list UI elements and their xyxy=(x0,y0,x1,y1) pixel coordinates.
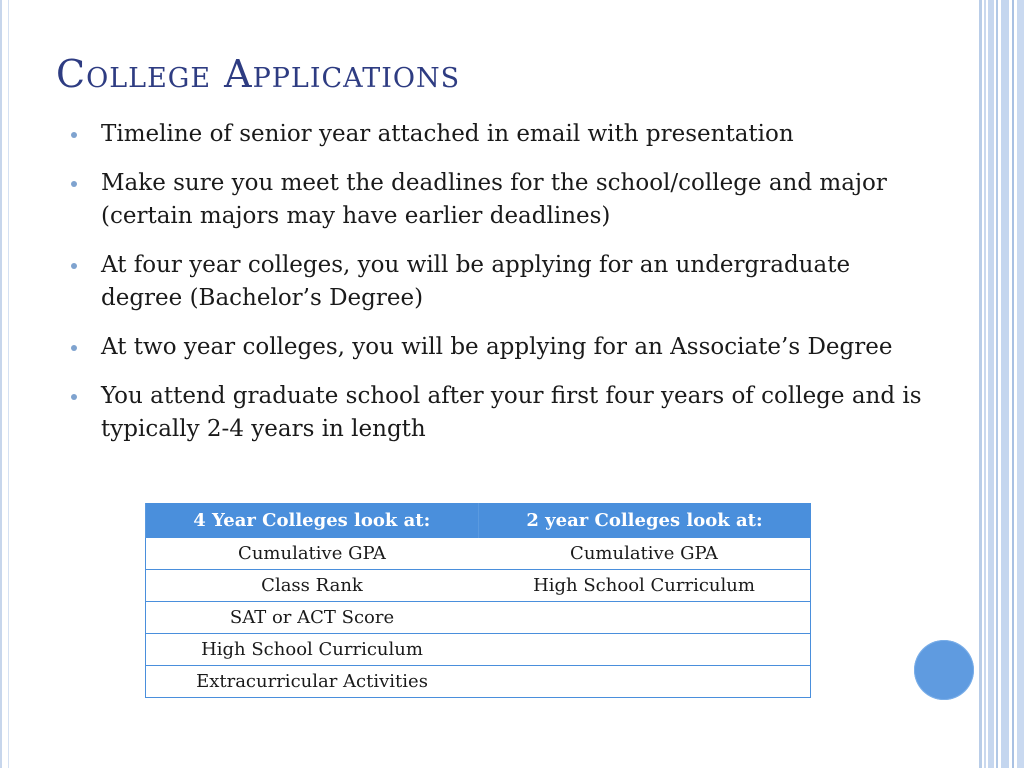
right-stripe xyxy=(1017,0,1024,768)
table-cell: Cumulative GPA xyxy=(146,538,479,570)
bullet-dot-icon xyxy=(71,181,77,187)
college-comparison-table xyxy=(145,503,811,698)
table-cell: SAT or ACT Score xyxy=(146,602,479,634)
bullet-text: You attend graduate school after your first four years of college and is typically 2-4 years in length xyxy=(101,383,922,442)
bullet-text: At four year colleges, you will be applying for an undergraduate degree (Bachelor’s Degree) xyxy=(101,252,851,311)
table-cell: High School Curriculum xyxy=(478,570,811,602)
table-row xyxy=(146,602,811,634)
table-cell: Extracurricular Activities xyxy=(146,666,479,698)
right-stripe xyxy=(988,0,994,768)
table-cell xyxy=(478,666,811,698)
bullet-item xyxy=(68,167,928,233)
table-row xyxy=(146,666,811,698)
slide-title: College Applications xyxy=(56,52,461,96)
table-row xyxy=(146,538,811,570)
bullet-text: Timeline of senior year attached in email with presentation xyxy=(101,121,794,147)
header-four-year: 4 Year Colleges look at: xyxy=(146,503,479,538)
left-border-line xyxy=(0,0,2,768)
left-border-line xyxy=(8,0,9,768)
bullet-dot-icon xyxy=(71,263,77,269)
bullet-list xyxy=(68,118,928,462)
right-stripe xyxy=(984,0,986,768)
bullet-item xyxy=(68,331,928,364)
right-stripe xyxy=(979,0,982,768)
right-stripe xyxy=(1012,0,1014,768)
bullet-dot-icon xyxy=(71,132,77,138)
table-row xyxy=(146,634,811,666)
bullet-dot-icon xyxy=(71,394,77,400)
bullet-item xyxy=(68,249,928,315)
table-cell: Class Rank xyxy=(146,570,479,602)
table-cell: High School Curriculum xyxy=(146,634,479,666)
bullet-item xyxy=(68,118,928,151)
bullet-text: At two year colleges, you will be applying for an Associate’s Degree xyxy=(101,334,893,360)
table-cell xyxy=(478,634,811,666)
table-cell xyxy=(478,602,811,634)
bullet-text: Make sure you meet the deadlines for the school/college and major (certain majors may have earlier deadlines) xyxy=(101,170,887,229)
header-two-year: 2 year Colleges look at: xyxy=(478,503,811,538)
right-stripe xyxy=(1001,0,1009,768)
decorative-circle xyxy=(914,640,974,700)
table-row xyxy=(146,570,811,602)
bullet-item xyxy=(68,380,928,446)
right-stripe xyxy=(996,0,998,768)
table-header-row xyxy=(146,503,811,538)
bullet-dot-icon xyxy=(71,345,77,351)
table-cell: Cumulative GPA xyxy=(478,538,811,570)
